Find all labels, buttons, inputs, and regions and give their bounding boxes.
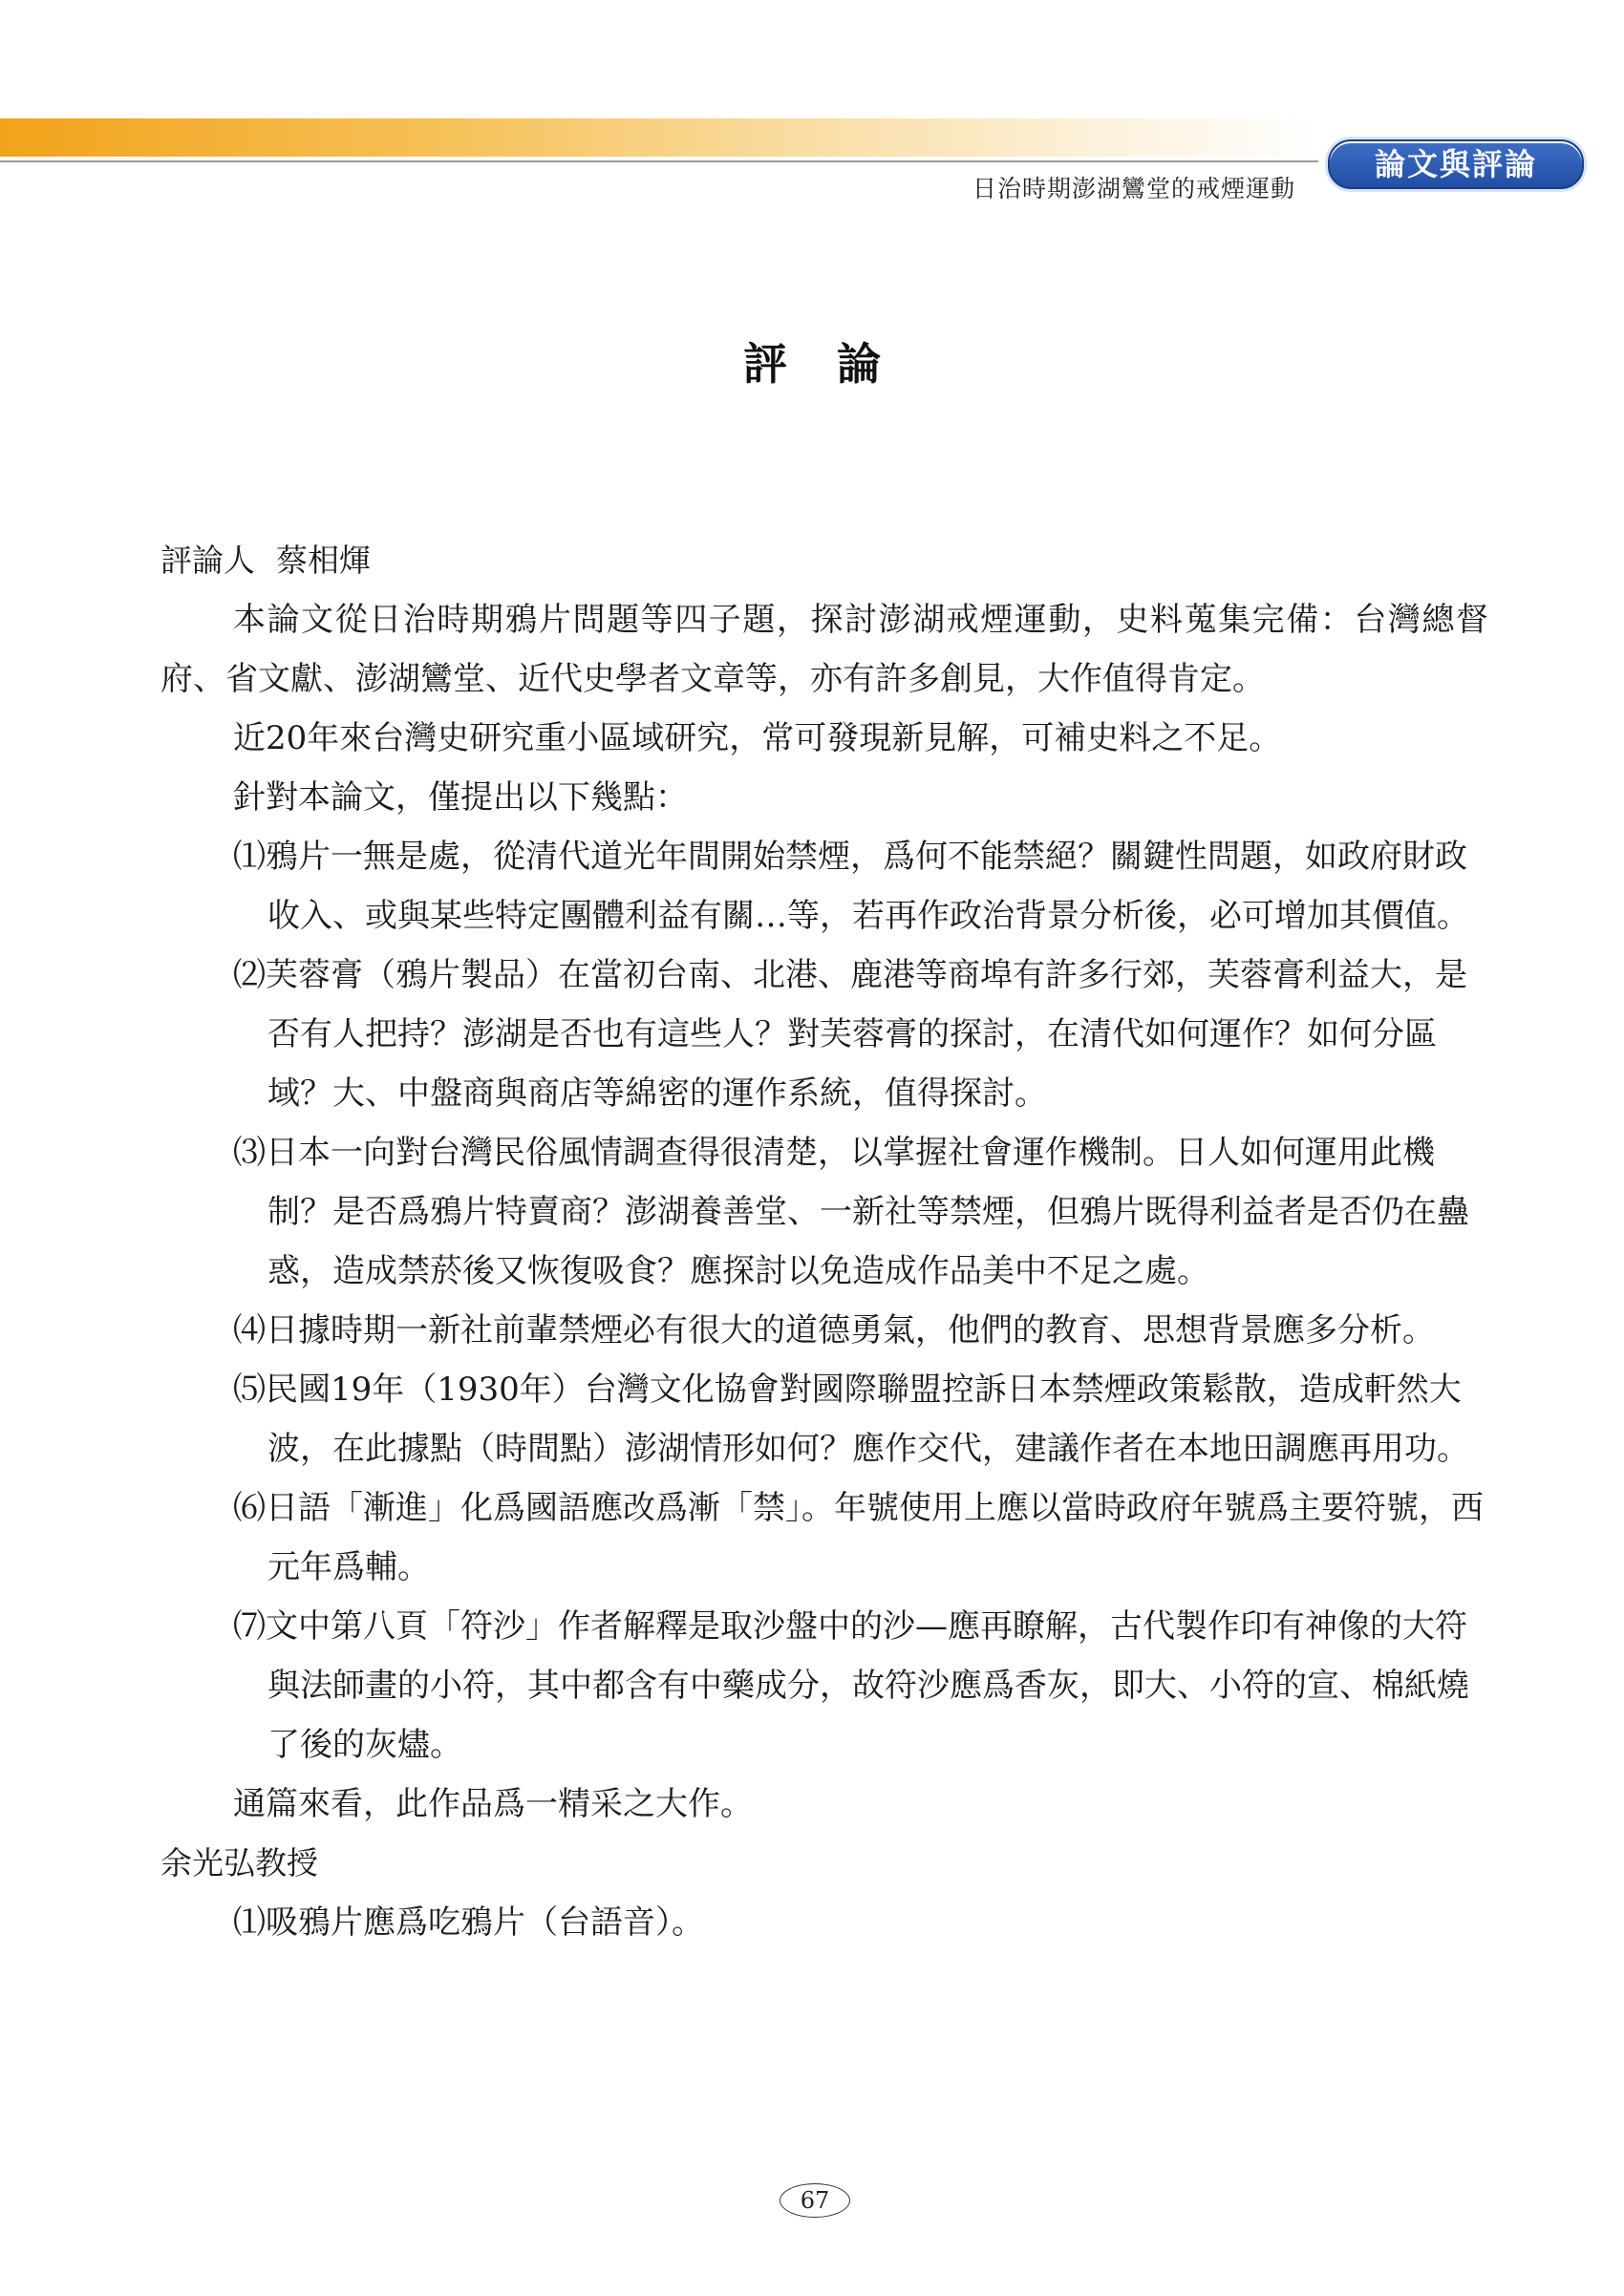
section-badge: 論文與評論 xyxy=(1328,139,1584,189)
reviewer-label: 評論人 xyxy=(160,542,255,579)
list-item: ⑴鴉片一無是處，從清代道光年間開始禁煙，爲何不能禁絕？關鍵性問題，如政府財政收入、或與某些特定團體利益有關…等，若再作政治背景分析後，必可增加其價值。 xyxy=(233,838,1469,935)
list-item: ⑶日本一向對台灣民俗風情調查得很清楚，以掌握社會運作機制。日人如何運用此機制？是否爲鴉片特賣商？澎湖養善堂、一新社等禁煙，但鴉片既得利益者是否仍在蠱惑，造成禁菸後又恢復吸食？應探討以免造成作品美中不足之處。 xyxy=(233,1134,1469,1290)
reviewer-name: 蔡相煇 xyxy=(276,542,371,579)
page-title: 評論 xyxy=(743,338,930,390)
running-title: 日治時期澎湖鸞堂的戒煙運動 xyxy=(972,175,1295,202)
paragraph-context: 近20年來台灣史研究重小區域研究，常可發現新見解，可補史料之不足。 xyxy=(233,719,1282,757)
list-item: ⑹日語「漸進」化爲國語應改爲漸「禁」。年號使用上應以當時政府年號爲主要符號，西元年爲輔。 xyxy=(233,1489,1484,1586)
list-item: ⑺文中第八頁「符沙」作者解釋是取沙盤中的沙—應再瞭解，古代製作印有神像的大符與法師畫的小符，其中都含有中藥成分，故符沙應爲香灰，即大、小符的宣、棉紙燒了後的灰燼。 xyxy=(233,1607,1469,1764)
main-content xyxy=(160,531,1488,1952)
list-item: ⑴吸鴉片應爲吃鴉片（台語音）。 xyxy=(233,1903,704,1942)
list-item: ⑵芙蓉膏（鴉片製品）在當初台南、北港、鹿港等商埠有許多行郊，芙蓉膏利益大，是否有人把持？澎湖是否也有這些人？對芙蓉膏的探討，在清代如何運作？如何分區域？大、中盤商與商店等綿密的運作系統，值得探討。 xyxy=(233,956,1467,1113)
list-item: ⑸民國19年（1930年）台灣文化協會對國際聯盟控訴日本禁煙政策鬆散，造成軒然大波，在此據點（時間點）澎湖情形如何？應作交代，建議作者在本地田調應再用功。 xyxy=(233,1371,1469,1468)
paragraph-intro: 本論文從日治時期鴉片問題等四子題，探討澎湖戒煙運動，史料蒐集完備：台灣總督府、省文獻、澎湖鸞堂、近代史學者文章等，亦有許多創見，大作值得肯定。 xyxy=(160,601,1488,698)
reviewer2-name: 余光弘教授 xyxy=(160,1844,318,1881)
paragraph-conclusion: 通篇來看，此作品爲一精采之大作。 xyxy=(233,1785,753,1823)
list-item: ⑷日據時期一新社前輩禁煙必有很大的道德勇氣，他們的教育、思想背景應多分析。 xyxy=(233,1311,1435,1350)
reviewer-line xyxy=(160,531,1488,590)
header-rule xyxy=(0,160,1318,162)
page-number: 67 xyxy=(780,2183,850,2218)
header-gradient-band xyxy=(0,118,1318,157)
paragraph-points-lead: 針對本論文，僅提出以下幾點： xyxy=(233,778,688,817)
